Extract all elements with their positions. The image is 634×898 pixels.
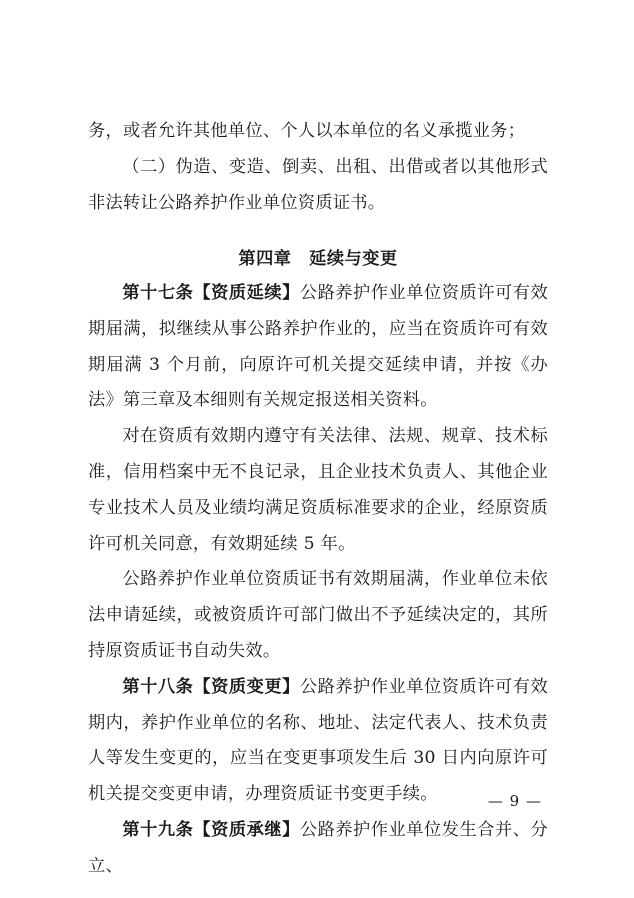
article-19-heading: 第十九条【资质承继】: [122, 819, 300, 840]
article-17-paragraph-3: 公路养护作业单位资质证书有效期届满，作业单位未依法申请延续，或被资质许可部门做出不予延续决定的，其所持原资质证书自动失效。: [88, 569, 548, 661]
article-17-paragraph: [88, 276, 548, 419]
article-18-body: 公路养护作业单位资质许可有效期内，养护作业单位的名称、地址、法定代表人、技术负责人等发生变更的，应当在变更事项发生后 30 日内向原许可机关提交变更申请，办理资质证书变更手续。: [88, 676, 548, 805]
article-17-paragraph-2: 对在资质有效期内遵守有关法律、法规、规章、技术标准，信用档案中无不良记录，且企业技术负责人、其他企业专业技术人员及业绩均满足资质标准要求的企业，经原资质许可机关同意，有效期延续 5 年。: [88, 426, 548, 554]
article-17-body: 公路养护作业单位资质许可有效期届满，拟继续从事公路养护作业的，应当在资质许可有效期届满 3 个月前，向原许可机关提交延续申请，并按《办法》第三章及本细则有关规定报送相关资料。: [88, 283, 548, 411]
continuation-line: 务，或者允许其他单位、个人以本单位的名义承揽业务；: [88, 121, 526, 141]
item-two-paragraph: （二）伪造、变造、倒卖、出租、出借或者以其他形式非法转让公路养护作业单位资质证书。: [88, 156, 548, 213]
article-19-paragraph: [88, 813, 548, 885]
article-18-heading: 第十八条【资质变更】: [122, 676, 300, 697]
article-18-paragraph: [88, 670, 548, 813]
article-17-heading: 第十七条【资质延续】: [122, 283, 300, 303]
main-body: [88, 276, 548, 885]
top-continuation: [88, 114, 548, 221]
chapter-title: 第四章 延续与变更: [238, 249, 398, 269]
article-19-body: 公路养护作业单位发生合并、分立、: [88, 819, 548, 876]
page-number: — 9 —: [487, 792, 542, 810]
